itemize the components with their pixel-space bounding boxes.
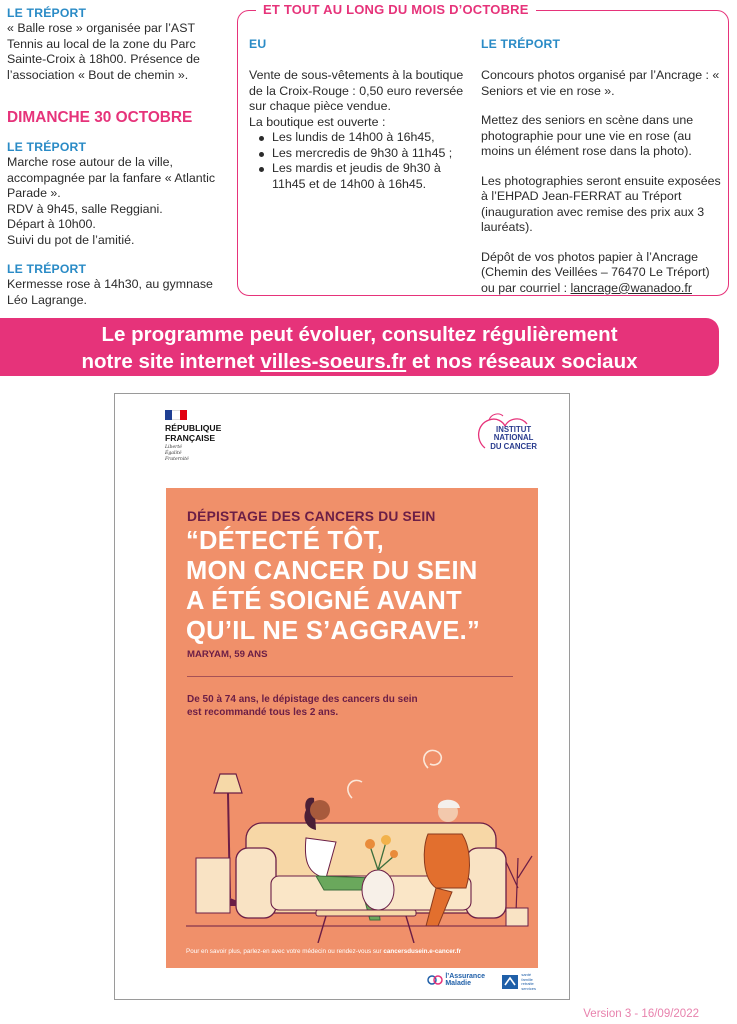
- msa-line: santé: [521, 972, 532, 977]
- rf-motto-line: Égalité: [165, 451, 182, 456]
- msa-line: services: [521, 985, 536, 991]
- quote-line: QU’IL NE S’AGGRAVE.”: [186, 617, 481, 645]
- assurance-maladie-name: [445, 973, 485, 987]
- event-kermesse: [7, 262, 229, 308]
- list-item: Les mardis et jeudis de 9h30 à 11h45 et de 14h00 à 16h45.: [249, 161, 464, 192]
- october-box: [237, 10, 729, 296]
- footer-website[interactable]: cancersdusein.e-cancer.fr: [383, 948, 462, 955]
- rf-motto: [165, 445, 221, 463]
- rf-name-line: FRANÇAISE: [165, 433, 216, 443]
- inca-name-line: INSTITUT: [496, 425, 532, 434]
- list-item: Les mercredis de 9h30 à 11h45 ;: [249, 146, 464, 162]
- assurance-maladie-logo: [427, 973, 485, 987]
- event-text: Kermesse rose à 14h30, au gymnase Léo Lagrange.: [7, 277, 213, 307]
- rf-motto-line: Fraternité: [165, 457, 189, 462]
- treport-column: [481, 37, 721, 296]
- paragraph: [481, 250, 721, 297]
- eu-hours-intro: La boutique est ouverte :: [249, 114, 386, 129]
- divider: [187, 676, 513, 677]
- poster-footer: [186, 948, 461, 956]
- msa-logo: [501, 973, 536, 991]
- french-flag-icon: [165, 410, 187, 420]
- msa-line: famille: [521, 976, 533, 982]
- banner-line-1: Le programme peut évoluer, consultez régulièrement: [101, 323, 618, 346]
- paragraph: Concours photos organisé par l’Ancrage : « Seniors et vie en rose ».: [481, 68, 720, 98]
- event-line: Départ à 10h00.: [7, 217, 96, 232]
- rf-motto-line: Liberté: [165, 445, 182, 450]
- poster-body: [166, 488, 538, 968]
- event-balle-rose: [7, 6, 229, 83]
- msa-name: [521, 973, 536, 991]
- info-banner: [0, 318, 719, 376]
- msa-icon: [501, 974, 519, 990]
- email-link[interactable]: lancrage@wanadoo.fr: [570, 280, 692, 295]
- inca-name: [490, 426, 537, 451]
- inca-name-line: NATIONAL: [493, 433, 534, 443]
- eu-text: Vente de sous-vêtements à la boutique de la Croix-Rouge : 0,50 euro reversée sur chaque pièce vendue.: [249, 68, 464, 114]
- hours-list: [249, 130, 464, 192]
- banner-text: et nos réseaux sociaux: [406, 350, 638, 373]
- am-line: Maladie: [445, 980, 471, 987]
- poster-header: [115, 394, 569, 488]
- quote-line: A ÉTÉ SOIGNÉ AVANT: [186, 587, 463, 615]
- event-text: « Balle rose » organisée par l’AST Tennis au local de la zone du Parc Sainte-Croix à 18h00. Présence de l’association « Bout de chemin ».: [7, 21, 200, 82]
- day-title: DIMANCHE 30 OCTOBRE: [7, 109, 193, 126]
- city-label: EU: [249, 37, 267, 51]
- eu-column: [249, 37, 464, 192]
- city-label: LE TRÉPORT: [481, 37, 561, 51]
- banner-line-2: [0, 348, 719, 375]
- version-label: Version 3 - 16/09/2022: [583, 1008, 699, 1020]
- msa-line: retraite: [521, 981, 534, 987]
- banner-text: notre site internet: [81, 350, 261, 373]
- poster-kicker: DÉPISTAGE DES CANCERS DU SEIN: [187, 509, 436, 524]
- republique-francaise-logo: [165, 410, 221, 463]
- rf-name-line: RÉPUBLIQUE: [165, 423, 222, 433]
- october-title: ET TOUT AU LONG DU MOIS D’OCTOBRE: [256, 2, 536, 18]
- event-marche-rose: [7, 140, 229, 248]
- event-line: Suivi du pot de l’amitié.: [7, 232, 135, 247]
- advice-line: De 50 à 74 ans, le dépistage des cancers du sein: [187, 694, 418, 705]
- assurance-maladie-icon: [427, 973, 443, 987]
- campaign-poster: [114, 393, 570, 1000]
- paragraph: Les photographies seront ensuite exposées à l’EHPAD Jean-FERRAT au Tréport (inauguration avec remise des prix aux 3 lauréats).: [481, 173, 721, 235]
- inca-name-line: DU CANCER: [490, 441, 537, 451]
- event-line: Marche rose autour de la ville, accompagnée par la fanfare « Atlantic Parade ».: [7, 155, 216, 201]
- am-line: l’Assurance: [445, 973, 485, 980]
- city-label: LE TRÉPORT: [7, 262, 87, 276]
- quote-author: MARYAM, 59 ANS: [187, 649, 268, 660]
- advice-line: est recommandé tous les 2 ans.: [187, 707, 339, 718]
- list-item: Les lundis de 14h00 à 16h45,: [249, 130, 464, 146]
- city-label: LE TRÉPORT: [7, 140, 87, 154]
- website-link[interactable]: villes-soeurs.fr: [260, 350, 407, 373]
- deposit-text: Dépôt de vos photos papier à l’Ancrage (Chemin des Veillées – 76470 Le Tréport) ou par courriel :: [481, 249, 710, 295]
- poster-quote: [186, 526, 531, 646]
- event-line: RDV à 9h45, salle Reggiani.: [7, 201, 163, 216]
- paragraph: Mettez des seniors en scène dans une photographie pour une vie en rose (au moins un élément rose dans la photo).: [481, 113, 694, 159]
- quote-line: MON CANCER DU SEIN: [186, 557, 478, 585]
- screening-advice: [187, 693, 517, 719]
- poster-partner-logos: [115, 968, 569, 999]
- footer-text: Pour en savoir plus, parlez-en avec votre médecin ou rendez-vous sur: [186, 948, 384, 955]
- quote-line: “DÉTECTÉ TÔT,: [186, 527, 384, 555]
- city-label: LE TRÉPORT: [7, 6, 87, 20]
- rf-name: [165, 423, 221, 443]
- sofa-illustration: [166, 738, 538, 943]
